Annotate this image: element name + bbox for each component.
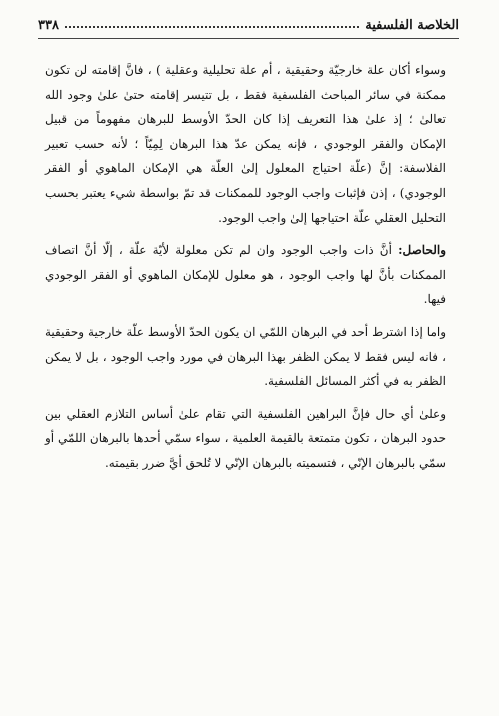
page-number: ٣٣٨ [38, 17, 59, 33]
page-body [45, 58, 446, 476]
page-header [38, 14, 459, 36]
header-rule [38, 38, 459, 39]
running-title: الخلاصة الفلسفية [365, 17, 459, 33]
paragraph [45, 402, 446, 476]
paragraph-label: والحاصل: [398, 243, 446, 258]
paragraph-text: وسواء أكان علة خارجيّة وحقيقية ، أم علة تحليلية وعقلية ) ، فانَّ إقامته لن تكون ممكنة في سائر المباحث الفلسفية فقط ، بل تتيسر إقامته حتىٰ علىٰ وجود الله تعالىٰ ؛ إذ علىٰ هذا التعريف إذا كان الحدّ الأوسط للبرهان مفهوماً من قبيل الإمكان والفقر الوجودي ، فإنه يمكن عدّ هذا البرهان لِمِيّاً ؛ لأنه حسب تعبير الفلاسفة: إنَّ (علّة احتياج المعلول إلىٰ العلّة هي الإمكان الماهوي أو الفقر الوجودي) ، إذن فإثبات واجب الوجود للممكنات قد تمّ بواسطة شيء يعتبر بحسب التحليل العقلي علّة احتياجها إلىٰ واجب الوجود. [45, 63, 446, 225]
header-dot-leader [65, 26, 359, 28]
paragraph [45, 320, 446, 394]
paragraph [45, 238, 446, 312]
paragraph-text: أنَّ ذات واجب الوجود وان لم تكن معلولة لأيّة علّة ، إلّا أنَّ اتصاف الممكنات بأنَّ لها واجب الوجود ، هو معلول للإمكان الماهوي أو الفقر الوجودي فيها. [45, 243, 446, 307]
paragraph-text: واما إذا اشترط أحد في البرهان اللمّي ان يكون الحدّ الأوسط علّة خارجية وحقيقية ، فانه ليس فقط لا يمكن الظفر بهذا البرهان في مورد واجب الوجود ، بل لا يمكن الظفر به في أكثر المسائل الفلسفية. [45, 324, 446, 389]
paragraph [45, 58, 446, 230]
paragraph-text: وعلىٰ أي حال فإنَّ البراهين الفلسفية التي تقام علىٰ أساس التلازم العقلي بين حدود البرهان ، تكون متمتعة بالقيمة العلمية ، سواء سمّي أحدها بالبرهان اللمّي أو سمّي بالبرهان الإنّي ، فتسميته بالبرهان الإنّي لا تُلحق أيَّ ضرر بقيمته. [45, 406, 447, 470]
